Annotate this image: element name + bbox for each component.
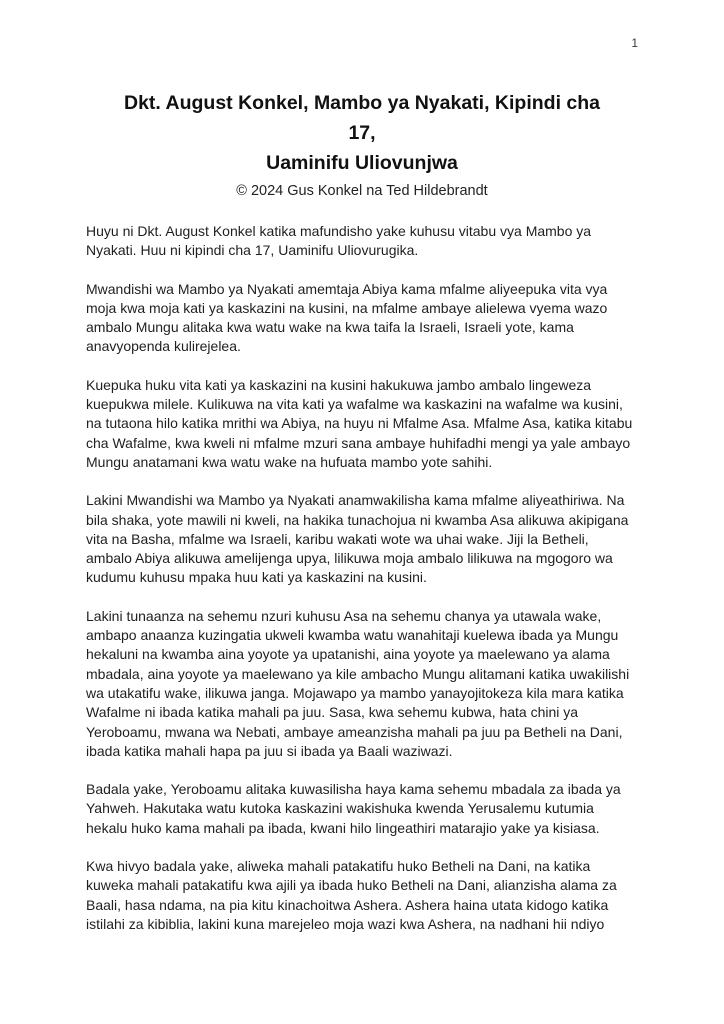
document-title-line-1: Dkt. August Konkel, Mambo ya Nyakati, Kipindi cha bbox=[123, 92, 601, 114]
copyright-line: © 2024 Gus Konkel na Ted Hildebrandt bbox=[236, 183, 488, 199]
paragraph: Kwa hivyo badala yake, aliweka mahali patakatifu huko Betheli na Dani, na katika kuweka mahali patakatifu kwa ajili ya ibada huko Betheli na Dani, alianzisha alama za Baali, hasa ndama, na pia kitu kinachoitwa Ashera. Ashera haina utata kidogo katika istilahi za kibiblia, lakini kuna marejeleo moja wazi kwa Ashera, na nadhani hii ndiyo bbox=[86, 858, 617, 932]
paragraph: Badala yake, Yeroboamu alitaka kuwasilisha haya kama sehemu mbadala za ibada ya Yahweh. Hakutaka watu kutoka kaskazini wakishuka kwenda Yerusalemu kutumia hekalu huko kama mahali pa ibada, kwani hilo lingeathiri matarajio yake ya kisiasa. bbox=[86, 781, 621, 836]
document-title-line-2: 17, bbox=[348, 122, 376, 144]
paragraph: Huyu ni Dkt. August Konkel katika mafundisho yake kuhusu vitabu vya Mambo ya Nyakati. Huu ni kipindi cha 17, Uaminifu Uliovurugika. bbox=[86, 223, 592, 259]
page-number: 1 bbox=[631, 36, 638, 50]
paragraph: Lakini Mwandishi wa Mambo ya Nyakati anamwakilisha kama mfalme aliyeathiriwa. Na bila shaka, yote mawili ni kweli, na hakika tunachojua ni kwamba Asa alikuwa akipigana vita na Basha, mfalme wa Israeli, karibu wakati wote wa uhai wake. Jiji la Betheli, ambalo Abiya alikuwa amelijenga upya, lilikuwa moja ambalo lilikuwa na mgogoro wa kudumu kuhusu mpaka huu kati ya kaskazini na kusini. bbox=[86, 492, 629, 586]
document-body bbox=[0, 222, 724, 934]
paragraph: Kuepuka huku vita kati ya kaskazini na kusini hakukuwa jambo ambalo lingeweza kuepukwa milele. Kulikuwa na vita kati ya wafalme wa kaskazini na wafalme wa kusini, na tutaona hilo katika mrithi wa Abiya, na huyu ni Mfalme Asa. Mfalme Asa, katika kitabu cha Wafalme, kwa kweli ni mfalme mzuri sana ambaye huhifadhi mengi ya yale ambayo Mungu anatamani kwa watu wake na hufuata mambo yote sahihi. bbox=[86, 376, 633, 470]
paragraph: Lakini tunaanza na sehemu nzuri kuhusu Asa na sehemu chanya ya utawala wake, ambapo anaanza kuzingatia ukweli kwamba watu wanahitaji kuelewa ibada ya Mungu hekaluni na kwamba aina yoyote ya upatanishi, aina yoyote ya maelewano ya alama mbadala, aina yoyote ya maelewano ya kile ambacho Mungu alitamani katika uwakilishi wa utakatifu wake, ilikuwa janga. Mojawapo ya mambo yanayojitokeza kila mara katika Wafalme ni ibada katika mahali pa juu. Sasa, kwa sehemu kubwa, hata chini ya Yeroboamu, mwana wa Nebati, ambaye ameanzisha mahali pa juu pa Betheli na Dani, ibada katika mahali hapa pa juu si ibada ya Baali waziwazi. bbox=[86, 607, 630, 759]
document-title bbox=[0, 88, 724, 178]
document-title-line-3: Uaminifu Uliovunjwa bbox=[266, 152, 458, 174]
paragraph: Mwandishi wa Mambo ya Nyakati amemtaja Abiya kama mfalme aliyeepuka vita vya moja kwa moja kati ya kaskazini na kusini, na mfalme ambaye alielewa vyema wazo ambalo Mungu alitaka kwa watu wake na kwa taifa la Israeli, Israeli yote, kama anavyopenda kulirejelea. bbox=[86, 280, 608, 355]
